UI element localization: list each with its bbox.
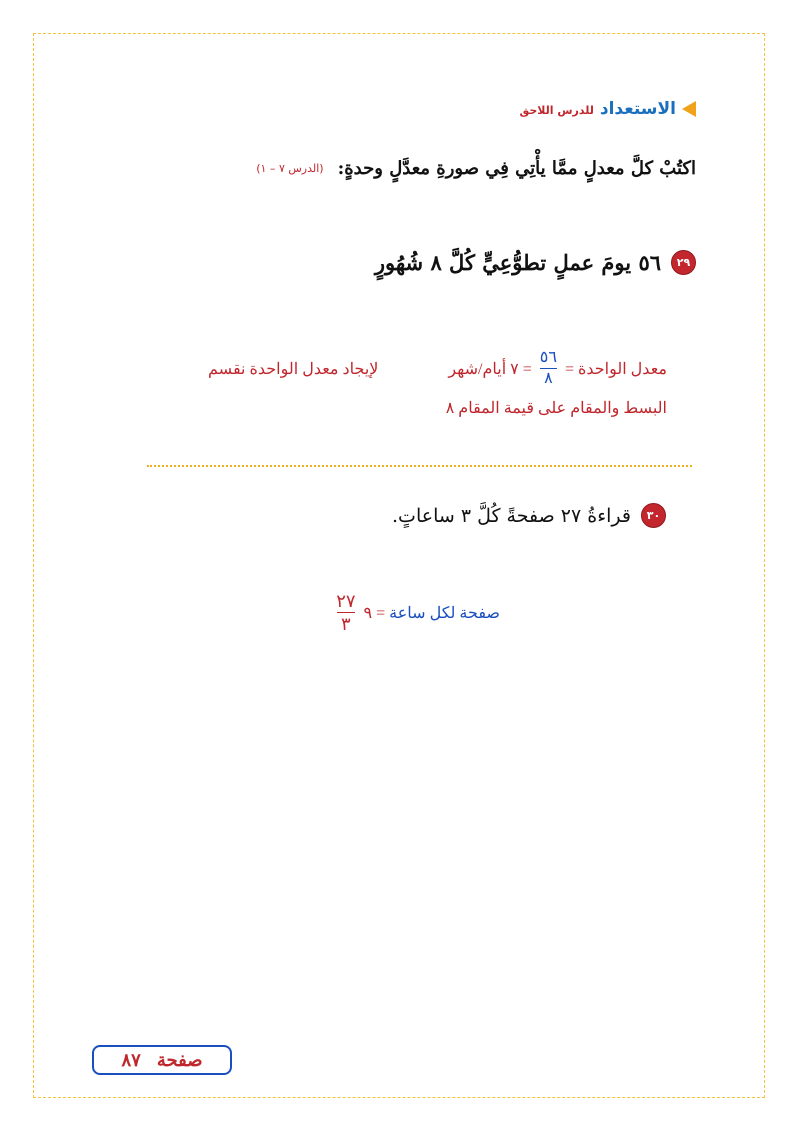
fraction-numerator: ٥٦ — [539, 349, 557, 366]
instruction-text: اكتُبْ كلَّ معدلٍ ممَّا يأْتِي فِي صورةِ معدَّلٍ وحدةٍ: — [337, 158, 696, 179]
arrow-icon — [682, 101, 696, 117]
solution-note: لإيجاد معدل الواحدة نقسم — [208, 360, 379, 378]
fraction — [536, 350, 561, 387]
solution-unit: صفحة لكل ساعة — [389, 604, 500, 622]
solution-30 — [328, 592, 500, 633]
divider — [147, 465, 692, 467]
lesson-reference: (الدرس ٧ – ١) — [256, 162, 324, 175]
solution-label: معدل الواحدة = — [564, 360, 667, 378]
problem-29 — [375, 250, 696, 275]
fraction-denominator: ٨ — [540, 368, 557, 387]
problem-text: ٥٦ يومَ عملٍ تطوُّعِيٍّ كُلَّ ٨ شُهُورٍ — [374, 250, 661, 275]
fraction — [332, 592, 359, 633]
problem-number-badge: ٣٠ — [641, 503, 666, 528]
page-border — [33, 33, 765, 1098]
solution-result: = ٧ أيام/شهر — [448, 360, 532, 378]
page-number-box — [92, 1045, 232, 1075]
fraction-numerator: ٢٧ — [336, 591, 356, 611]
solution-note-continued: البسط والمقام على قيمة المقام ٨ — [445, 400, 667, 417]
solution-result: = ٩ — [363, 604, 386, 622]
fraction-denominator: ٣ — [337, 612, 355, 633]
section-subtitle: للدرس اللاحق — [519, 104, 594, 117]
solution-29 — [208, 350, 667, 387]
problem-text: قراءةُ ٢٧ صفحةً كُلَّ ٣ ساعاتٍ. — [392, 504, 631, 527]
page-number: ٨٧ — [121, 1049, 141, 1071]
problem-number-badge: ٢٩ — [671, 250, 696, 275]
problem-30 — [392, 503, 666, 528]
instruction — [256, 158, 696, 179]
page-label: صفحة — [156, 1049, 203, 1071]
section-title: الاستعداد — [599, 99, 676, 119]
section-header — [519, 98, 696, 119]
